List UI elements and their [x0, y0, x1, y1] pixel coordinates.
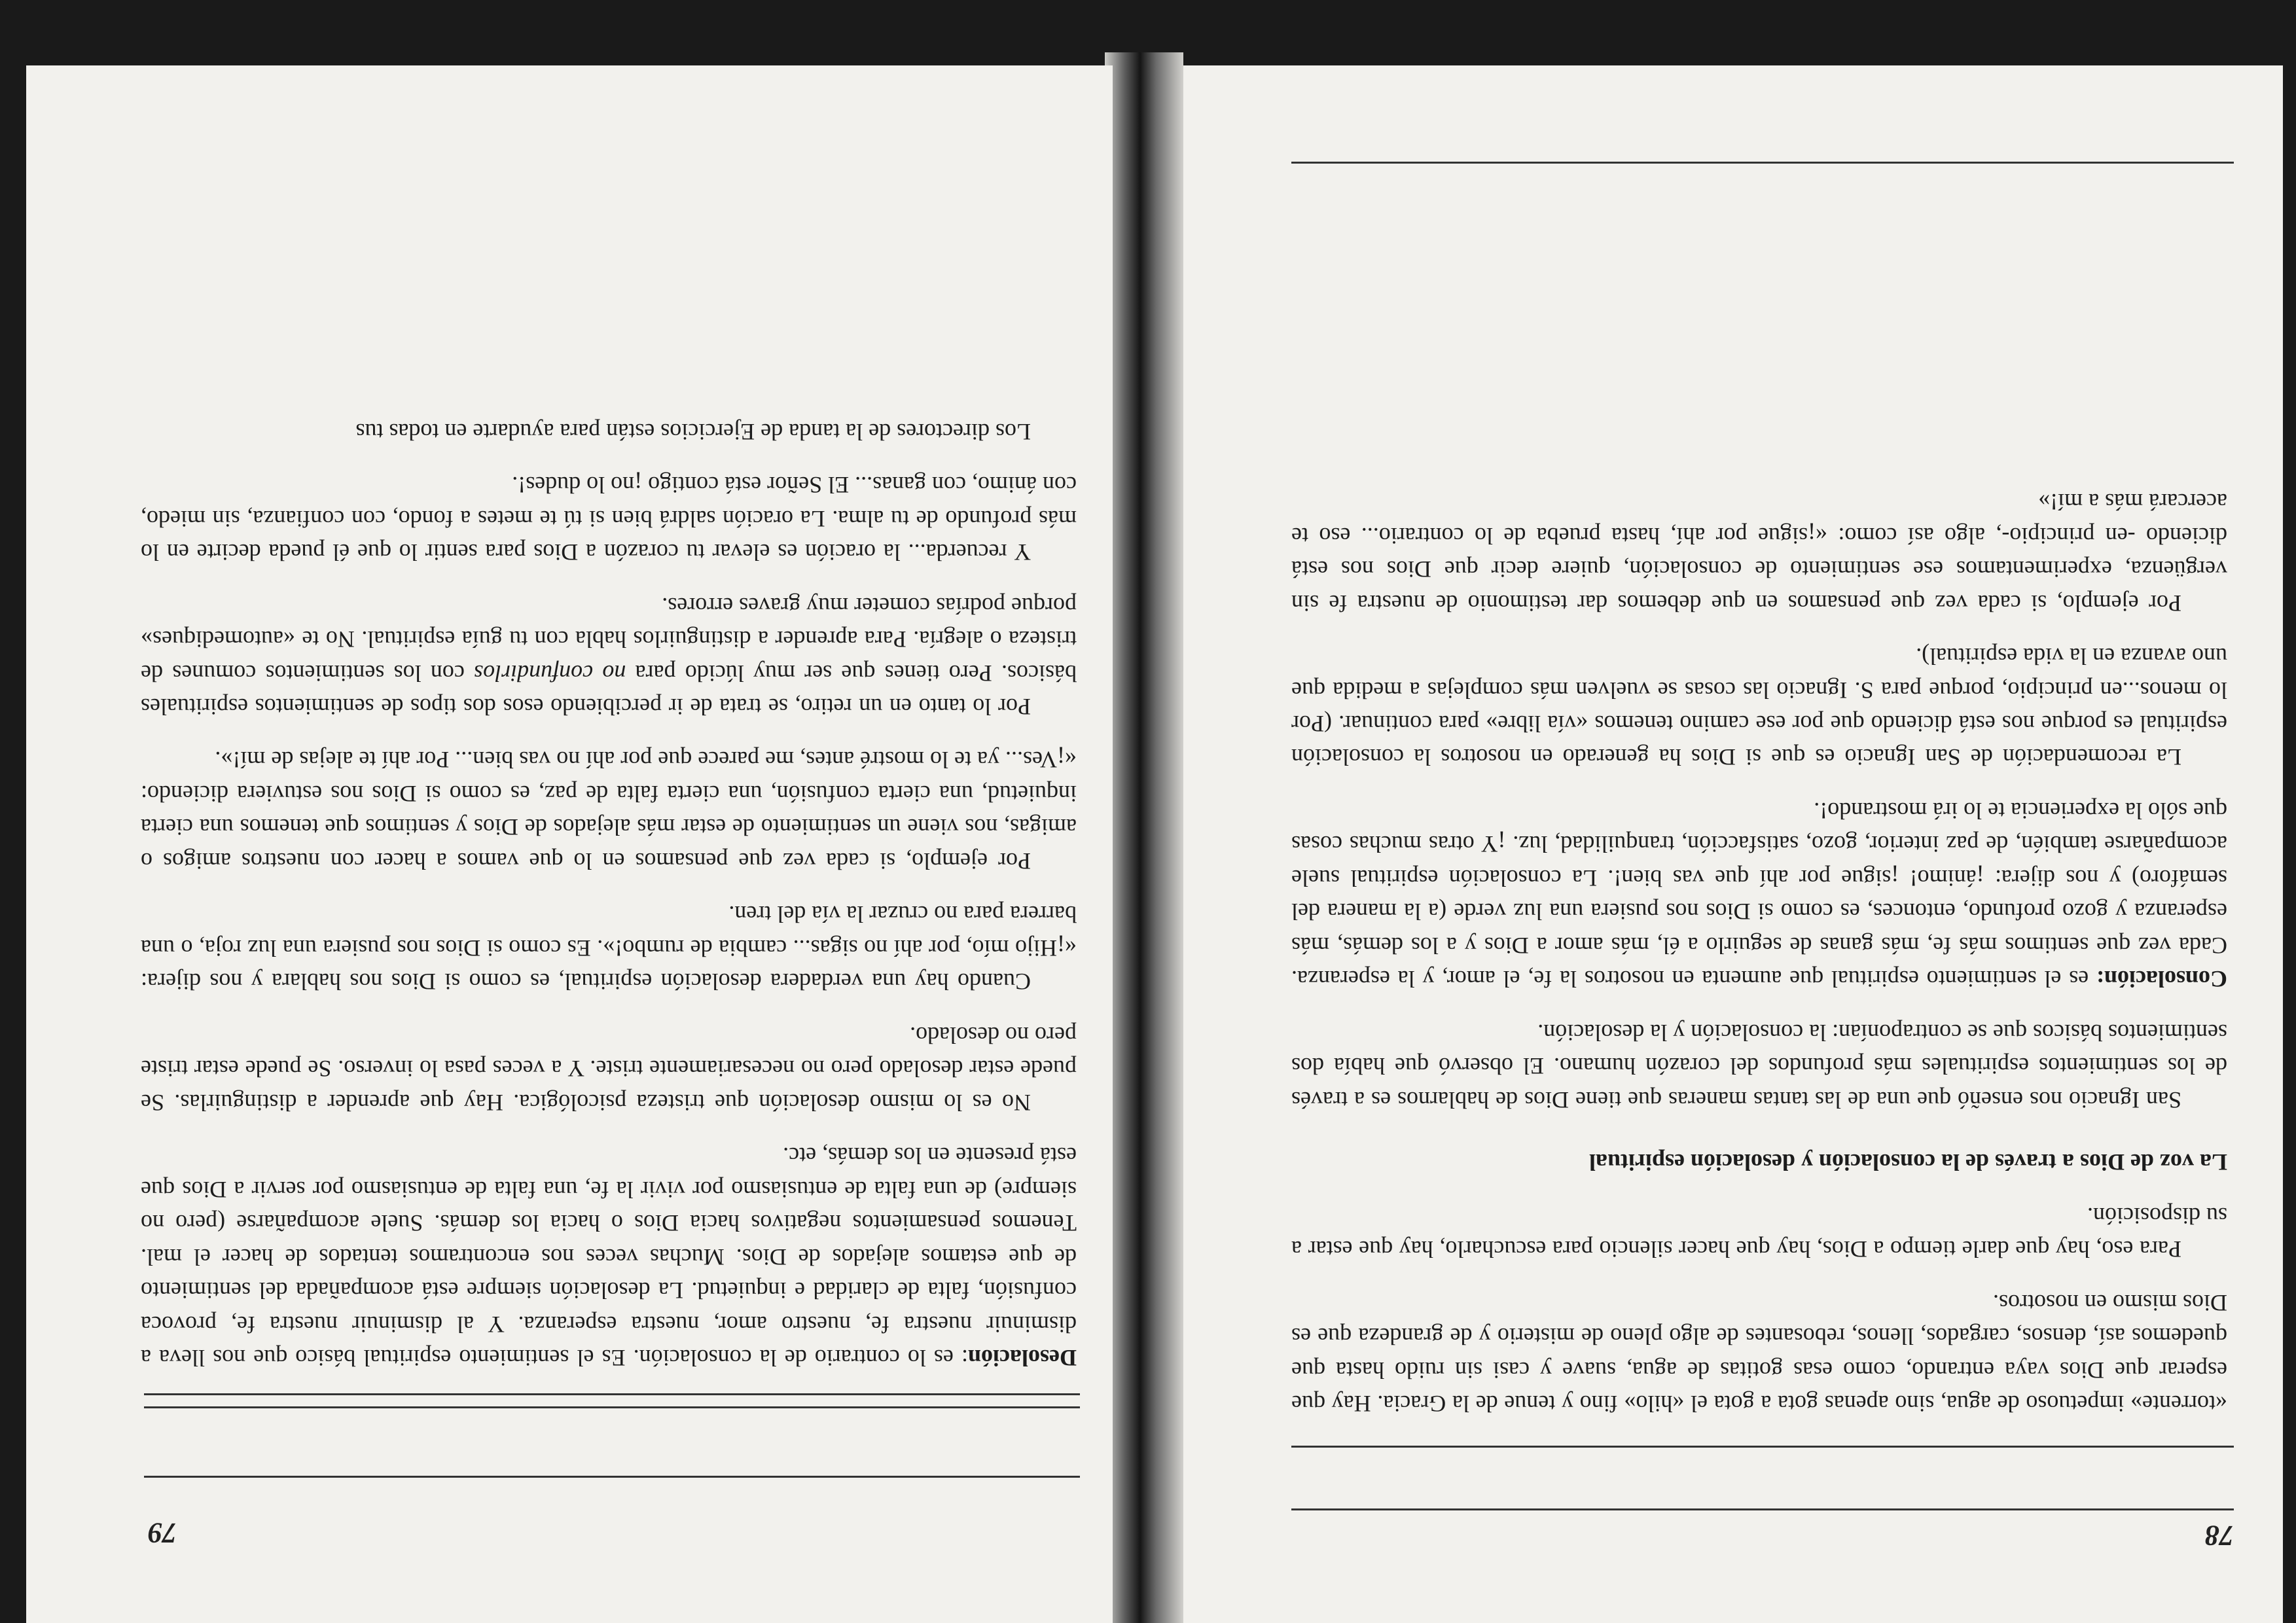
header-rule: [144, 1406, 1080, 1408]
paragraph: San Ignacio nos enseñó que una de las tantas maneras que tiene Dios de hablarnos es a través de los sentimientos espirituales más profundos del corazón humano. El observó que había dos sentimientos básicos que se contraponían: la consolación y la desolación.: [1291, 1019, 2227, 1113]
header-rule: [144, 1393, 1080, 1395]
paragraph: Los directores de la tanda de Ejercicios están para ayudarte en todas tus: [355, 418, 1031, 445]
paragraph: Y recuerda... la oración es elevar tu corazón a Dios para sentir lo que él pueda decirte en lo más profundo de tu alma. La oración saldrá bien si tú te metes a fondo, con confianza, sin miedo, con ánimo, con ganas... El Señor está contigo ¡no lo dudes!.: [141, 472, 1077, 566]
emphasis-text: no confundirlos: [474, 660, 626, 687]
paragraph-text: con los sentimientos comunes de tristeza o alegría. Para aprender a distinguirlos habla con tu guía espiritual. No te «automediques» porque podrías cometer muy graves errores.: [141, 592, 1077, 687]
book-gutter: [1105, 52, 1183, 1623]
consolacion-definition: [1291, 794, 2227, 996]
retiro-paragraph: [141, 588, 1077, 723]
paragraph: Para eso, hay que darle tiempo a Dios, hay que hacer silencio para escucharlo, hay que estar a su disposición.: [1291, 1202, 2227, 1263]
term-desolacion: Desolación: [968, 1345, 1077, 1371]
desolacion-definition: [141, 1139, 1077, 1374]
header-rule: [1291, 1508, 2234, 1510]
paragraph: «torrente» impetuoso de agua, sino apenas gota a gota el «hilo» fino y tenue de la Gracia. Hay que esperar que Dios vaya entrando, como esas gotitas de agua, suave y casi sin ruido hasta que quedemos así, densos, cargados, llenos, rebosantes de algo pleno de misterio y de grandeza que es Dios mismo en nosotros.: [1291, 1289, 2227, 1417]
right-page: [26, 65, 1113, 1623]
right-page-text: [141, 395, 1077, 1374]
page-number: 78: [2205, 1520, 2234, 1552]
left-page-text: [1291, 465, 2227, 1420]
header-rule: [144, 1476, 1080, 1478]
paragraph: La recomendación de San Ignacio es que si Dios ha generado en nosotros la consolación espiritual es porque nos está diciendo que por ese camino tenemos «vía libre» para continuar. (Por lo menos...en principio, porque para S. Ignacio las cosas se vuelven más complejas a medida que uno avanza en la vida espiritual).: [1291, 643, 2227, 771]
page-number: 79: [148, 1517, 177, 1549]
definition-text: : es lo contrario de la consolación. Es el sentimiento espiritual básico que nos lleva a disminuir nuestra fe, nuestro amor, nuestra esperanza. Y al disminuir nuestra fe, provoca confusión, falta de claridad e inquietud. La desolación siempre está acompañada del sentimiento de que estamos alejados de Dios. Muchas veces nos encontramos tentados de hacer el mal. Tenemos pensamientos negativos hacia Dios o hacia los demás. Suele acompañarse (pero no siempre) de una falta de entusiasmo por vivir la fe, una falta de entusiasmo por servir a Dios que está presente en los demás, etc.: [141, 1143, 1077, 1371]
paragraph: Por ejemplo, si cada vez que pensamos en lo que vamos a hacer con nuestros amigos o amigas, nos viene un sentimiento de estar más alejados de Dios y sentimos que tenemos una cierta inquietud, una cierta confusión, una cierta falta de paz, es como si Dios nos estuviera diciendo: «¡Ves... ya te lo mostré antes, me parece que por ahí no vas bien... Por ahí te alejas de mí!».: [141, 747, 1077, 874]
paragraph: No es lo mismo desolación que tristeza psicológica. Hay que aprender a distinguirlas. Se puede estar desolado pero no necesariamente triste. Y a veces pasa lo inverso. Se puede estar triste pero no desolado.: [141, 1022, 1077, 1116]
definition-text: es el sentimiento espiritual que aumenta en nosotros la fe, el amor, y la esperanza. Cada vez que sentimos más fe, más ganas de seguirlo a él, más amor a Dios y a los demás, más esperanza y gozo profundo, entonces, es como si Dios nos pusiera una luz verde (a la manera del semáforo) y nos dijera: ¡ánimo! ¡sigue por ahí que vas bien!. La consolación espiritual suele acompañarse también, de paz interior, gozo, satisfacción, tranquilidad, luz. ¡Y otras muchas cosas que sólo la experiencia te lo irá mostrando!.: [1291, 797, 2227, 993]
paragraph: Cuando hay una verdadera desolación espiritual, es como si Dios nos hablara y nos dijera: «¡Hijo mío, por ahí no sigas... cambia de rumbo!». Es como si Dios nos pusiera una luz roja, o una barrera para no cruzar la vía del tren.: [141, 901, 1077, 995]
footer-rule: [1291, 162, 2234, 164]
section-heading: La voz de Dios a través de la consolación y desolación espiritual: [1589, 1149, 2227, 1176]
paragraph: Por ejemplo, si cada vez que pensamos en que debemos dar testimonio de nuestra fe sin vergüenza, experimentamos ese sentimiento de consolación, quiere decir que Dios nos está diciendo -en principio-, algo así como: «¡sigue por ahí, hasta prueba de lo contrario... eso te acercará más a mí!»: [1291, 489, 2227, 616]
paragraph-text: Por lo tanto en un retiro, se trata de ir percibiendo esos dos tipos de sentimientos espirituales básicos. Pero tienes que ser muy lúcido para: [141, 660, 1077, 721]
term-consolacion: Consolación:: [2096, 966, 2227, 993]
left-page: [1170, 65, 2283, 1623]
header-rule: [1291, 1446, 2234, 1448]
